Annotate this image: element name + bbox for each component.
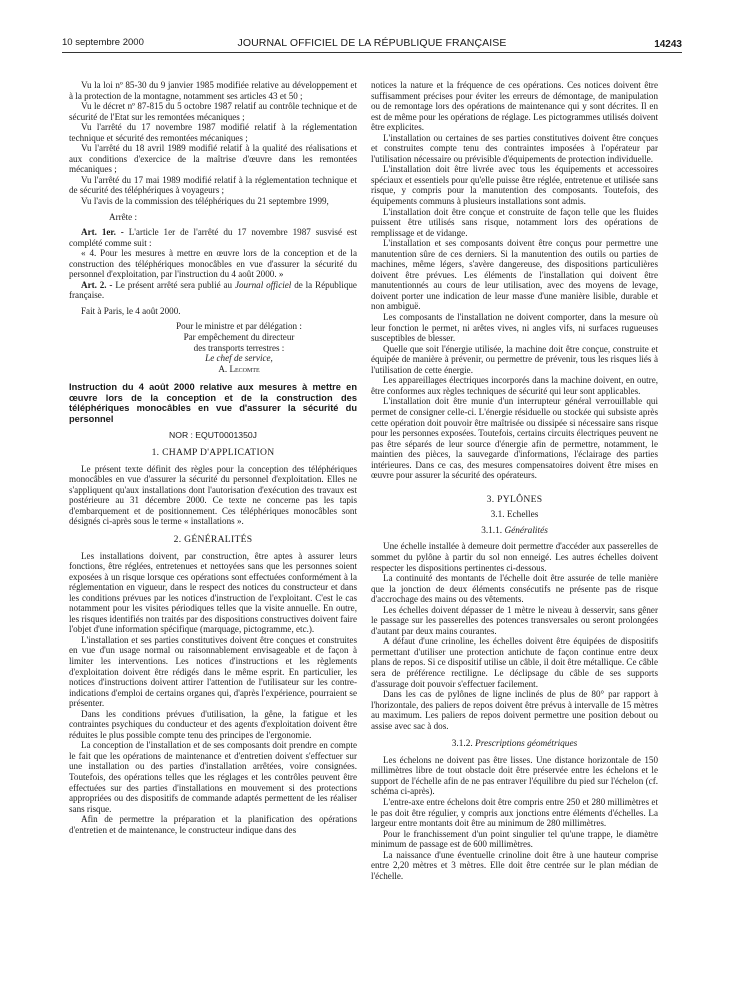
article-2-text-end: de la République française. <box>69 279 357 301</box>
body-paragraph: Les appareillages électriques incorporés dans la machine doivent, en outre, être conformes aux règles techniques de sécurité qui leur sont applicables. <box>371 375 658 396</box>
article-1 <box>69 227 357 248</box>
article-1-text: L'article 1er de l'arrêté du 17 novembre 1987 susvisé est complété comme suit : <box>69 227 357 248</box>
body-paragraph: Les échelons ne doivent pas être lisses. Une distance horizontale de 150 millimètres libre de tout obstacle doit être préservée entre les échelons et le support de l'échelle afin de ne pas entraver l'équilibre du pied sur l'échelon (cf. schéma ci-après). <box>371 754 658 797</box>
body-paragraph: L'entre-axe entre échelons doit être compris entre 250 et 280 millimètres et le pas doit être régulier, y compris aux jonctions entre éléments d'échelles. La largeur entre montants doit être au minimum de 280 millimètres. <box>371 797 658 829</box>
body-paragraph: L'installation doit être livrée avec tous les équipements et accessoires spéciaux et essentiels pour qu'elle puisse être réglée, entretenue et utilisée sans risque, y compris pour la manutention des composants. Toutefois, des équipements communs à plusieurs installations sont admis. <box>371 164 658 207</box>
header-date: 10 septembre 2000 <box>62 37 144 48</box>
vu-paragraph: Vu l'arrêté du 18 avril 1989 modifié relatif à la qualité des réalisations et aux conditions d'exercice de la maîtrise d'œuvre dans les remontées mécaniques ; <box>69 143 357 175</box>
body-paragraph: Dans les conditions prévues d'utilisation, la gêne, la fatigue et les contraintes psychiques du conducteur et des agents d'exploitation doivent être réduites le plus possible compte tenu des principes de l'ergonomie. <box>69 708 357 740</box>
vu-paragraph: Vu le décret nº 87-815 du 5 octobre 1987 relatif au contrôle technique et de sécurité de l'Etat sur les remontées mécaniques ; <box>69 101 357 122</box>
subsubsection-number: 3.1.1. <box>481 525 505 536</box>
body-paragraph: Une échelle installée à demeure doit permettre d'accéder aux passerelles de sommet du pylône à partir du sol non enneigé. Les autres échelles doivent respecter les dispositions pertinentes ci-dessous. <box>371 541 658 573</box>
body-paragraph: notices la nature et la fréquence de ces opérations. Ces notices doivent être suffisamment précises pour éviter les erreurs de démontage, de manipulation ou de remontage lors des opérations de maintenance qui y sont décrites. Il en est de même pour les opérations de réglage. Les pictogrammes utilisés doivent être explicites. <box>371 80 658 133</box>
article-1-label: Art. 1er. - <box>81 227 124 238</box>
body-paragraph: Dans les cas de pylônes de ligne inclinés de plus de 80° par rapport à l'horizontale, des paliers de repos doivent être prévus à intervalle de 15 mètres au maximum. Les paliers de repos doivent permettre une position debout ou assise avec sac à dos. <box>371 689 658 731</box>
subsubsection-title: Généralités <box>504 525 548 536</box>
body-paragraph: Pour le franchissement d'un point singulier tel qu'une trappe, le diamètre minimum de passage est de 600 millimètres. <box>371 828 658 850</box>
body-paragraph: Quelle que soit l'énergie utilisée, la machine doit être conçue, construite et équipée de manière à prévenir, ou permettre de prévenir, tous les risques liés à l'utilisation de cette énergie. <box>371 343 658 375</box>
body-paragraph: Les échelles doivent dépasser de 1 mètre le niveau à desservir, sans gêner le passage sur les passerelles des potences transversales ou seront prolongées d'autant par deux mains courantes. <box>371 604 658 636</box>
body-paragraph: La conception de l'installation et de ses composants doit prendre en compte le fait que les opérations de maintenance et d'entretien doivent s'effectuer sur une installation ou des parties d'installation arrêtées, voire consignées. Toutefois, des opérations telles que les réglages et les contrôles peuvent être effectuées sur des parties d'installations en mouvement si des protections appropriées ou des dispositifs de commande adaptés permettent de les réaliser sans risque. <box>69 740 357 814</box>
article-2 <box>69 280 357 301</box>
subsubsection-heading <box>371 526 658 537</box>
section-heading: 3. PYLÔNES <box>486 493 543 505</box>
signature-line: Le chef de service, <box>205 353 273 364</box>
page-header <box>62 37 682 51</box>
header-rule <box>62 52 682 53</box>
body-paragraph: La naissance d'une éventuelle crinoline doit être à une hauteur comprise entre 2,20 mètres et 3 mètres. Elle doit être centrée sur le plan médian de l'échelle. <box>371 849 658 881</box>
journal-title: JOURNAL OFFICIEL DE LA RÉPUBLIQUE FRANÇAISE <box>237 37 507 49</box>
fait-line: Fait à Paris, le 4 août 2000. <box>81 305 181 316</box>
body-paragraph: A défaut d'une crinoline, les échelles doivent être équipées de dispositifs permettant d'utiliser une protection antichute de façon continue entre deux plans de repos. Si ce dispositif utilise un câble, il doit être métallique. Ce câble sera de préférence rectiligne. Le déclipsage du câble de ses supports d'assurage doit pouvoir s'effectuer facilement. <box>371 636 658 689</box>
section-heading: 2. GÉNÉRALITÉS <box>173 533 253 545</box>
body-paragraph: Afin de permettre la préparation et la planification des opérations d'entretien et de maintenance, le constructeur indique dans des <box>69 814 357 835</box>
subsection-heading: 3.1. Echelles <box>490 510 539 521</box>
vu-paragraph: Vu l'arrêté du 17 novembre 1987 modifié relatif à la réglementation technique et sécurité des remontées mécaniques ; <box>69 122 357 143</box>
instruction-title: Instruction du 4 août 2000 relative aux mesures à mettre en œuvre lors de la conception et de la construction des téléphériques monocâbles en vue d'assurer la sécurité du personnel <box>69 382 357 424</box>
signature-name: A. Lecomte <box>218 363 260 374</box>
vu-paragraph: Vu l'arrêté du 17 mai 1989 modifié relatif à la réglementation technique et de sécurité des téléphériques à voyageurs ; <box>69 174 357 196</box>
nor-reference: NOR : EQUT0001350J <box>169 429 257 440</box>
vu-paragraph: Vu l'avis de la commission des téléphériques du 21 septembre 1999, <box>81 196 329 207</box>
arrete-heading: Arrête : <box>109 211 138 222</box>
body-paragraph: Le présent texte définit des règles pour la conception des téléphériques monocâbles en vue d'assurer la sécurité du personnel d'exploitation. Elles ne s'appliquent qu'aux installations dont l'autorisation d'exécution des travaux est postérieure au 31 décembre 2000. Ce texte ne concerne pas les tapis d'embarquement et de positionnement. Ces téléphériques monocâbles sont désignés ci-après sous le terme « installations ». <box>69 463 357 527</box>
body-paragraph: Les composants de l'installation ne doivent comporter, dans la mesure où leur fonction le permet, ni arêtes vives, ni angles vifs, ni surfaces rugueuses susceptibles de blesser. <box>371 312 658 344</box>
article-1-quote: « 4. Pour les mesures à mettre en œuvre lors de la conception et de la construction des téléphériques monocâbles en vue d'assurer la sécurité du personnel d'exploitation, par l'instruction du 4 août 2000. » <box>69 248 357 280</box>
body-paragraph: L'installation et ses parties constitutives doivent être conçues et construites en vue d'un usage normal ou raisonnablement envisageable et de façon à limiter les interventions. Les notices d'instructions et les règlements d'exploitation doivent être rédigés dans le même esprit. En particulier, les notices d'instructions doivent attirer l'attention de l'utilisateur sur les contre-indications d'emploi de certains organes qui, d'après l'expérience, pourraient se présenter. <box>69 634 357 709</box>
vu-paragraph: Vu la loi nº 85-30 du 9 janvier 1985 modifiée relative au développement et à la protection de la montagne, notamment ses articles 43 et 50 ; <box>69 80 357 101</box>
body-paragraph: L'installation doit être conçue et construite de façon telle que les fluides puissent être utilisés sans risque, notamment lors des opérations de remplissage et de vidange. <box>371 206 658 238</box>
article-2-text: Le présent arrêté sera publié au <box>112 279 235 290</box>
signature-line: des transports terrestres : <box>193 342 285 353</box>
subsubsection-number: 3.1.2. <box>451 739 476 750</box>
body-paragraph: L'installation doit être munie d'un interrupteur général verrouillable qui permet de consigner celle-ci. L'énergie résiduelle ou stockée qui subsiste après cette opération doit pouvoir être maîtrisée ou dissipée si nécessaire sans risque pour les personnes exposées. Toutefois, certains circuits électriques peuvent ne pas être séparés de leur source d'énergie afin de permettre, notamment, le maintien des pièces, la sauvegarde d'informations, l'éclairage des parties intérieures. Dans ce cas, des mesures compensatoires doivent être mises en œuvre pour assurer la sécurité des opérateurs. <box>371 396 658 481</box>
body-paragraph: Les installations doivent, par construction, être aptes à assurer leurs fonctions, être réglées, entretenues et nettoyées sans que les personnes soient exposées à un risque lorsque ces opérations sont effectuées conformément à la réglementation en vigueur, dans le respect des notices du constructeur et dans les conditions prévues par les notices d'instruction de l'exploitant. C'est le cas notamment pour les visites périodiques telles que la visite annuelle. En outre, les risques identifiés non traités par des dispositions constructives doivent faire l'objet d'une information spécifique (marquage, pictogramme, etc.). <box>69 550 357 635</box>
signature-line: Pour le ministre et par délégation : <box>176 321 302 332</box>
subsubsection-heading <box>371 739 658 750</box>
subsubsection-title: Prescriptions géométriques <box>475 739 578 750</box>
article-2-label: Art. 2. - <box>81 279 113 290</box>
body-paragraph: L'installation ou certaines de ses parties constitutives doivent être conçues et construites compte tenu des contraintes imposées à l'opérateur par l'utilisation nécessaire ou prévisible d'équipements de protection individuelle. <box>371 132 658 164</box>
journal-officiel-ref: Journal officiel <box>234 279 292 290</box>
signature-block <box>139 321 339 374</box>
signature-line: Par empêchement du directeur <box>183 332 295 343</box>
section-heading: 1. CHAMP D'APPLICATION <box>151 447 275 459</box>
body-paragraph: La continuité des montants de l'échelle doit être assurée de telle manière que la jonction de deux éléments consécutifs ne présente pas de risque d'accrochage des mains ou des vêtements. <box>371 573 658 605</box>
body-paragraph: L'installation et ses composants doivent être conçus pour permettre une manutention sûre de ces derniers. Si la manutention des outils ou parties de machines, même légers, s'avère dangereuse, des dispositions particulières doivent être prévues. Les éléments de l'installation qui doivent être manutentionnés au cours de leur utilisation, avec des moyens de levage, doivent porter une indication de leur masse d'une manière lisible, durable et non ambiguë. <box>371 238 658 312</box>
left-column <box>69 80 357 835</box>
page-number: 14243 <box>654 39 682 50</box>
right-column <box>371 80 658 881</box>
